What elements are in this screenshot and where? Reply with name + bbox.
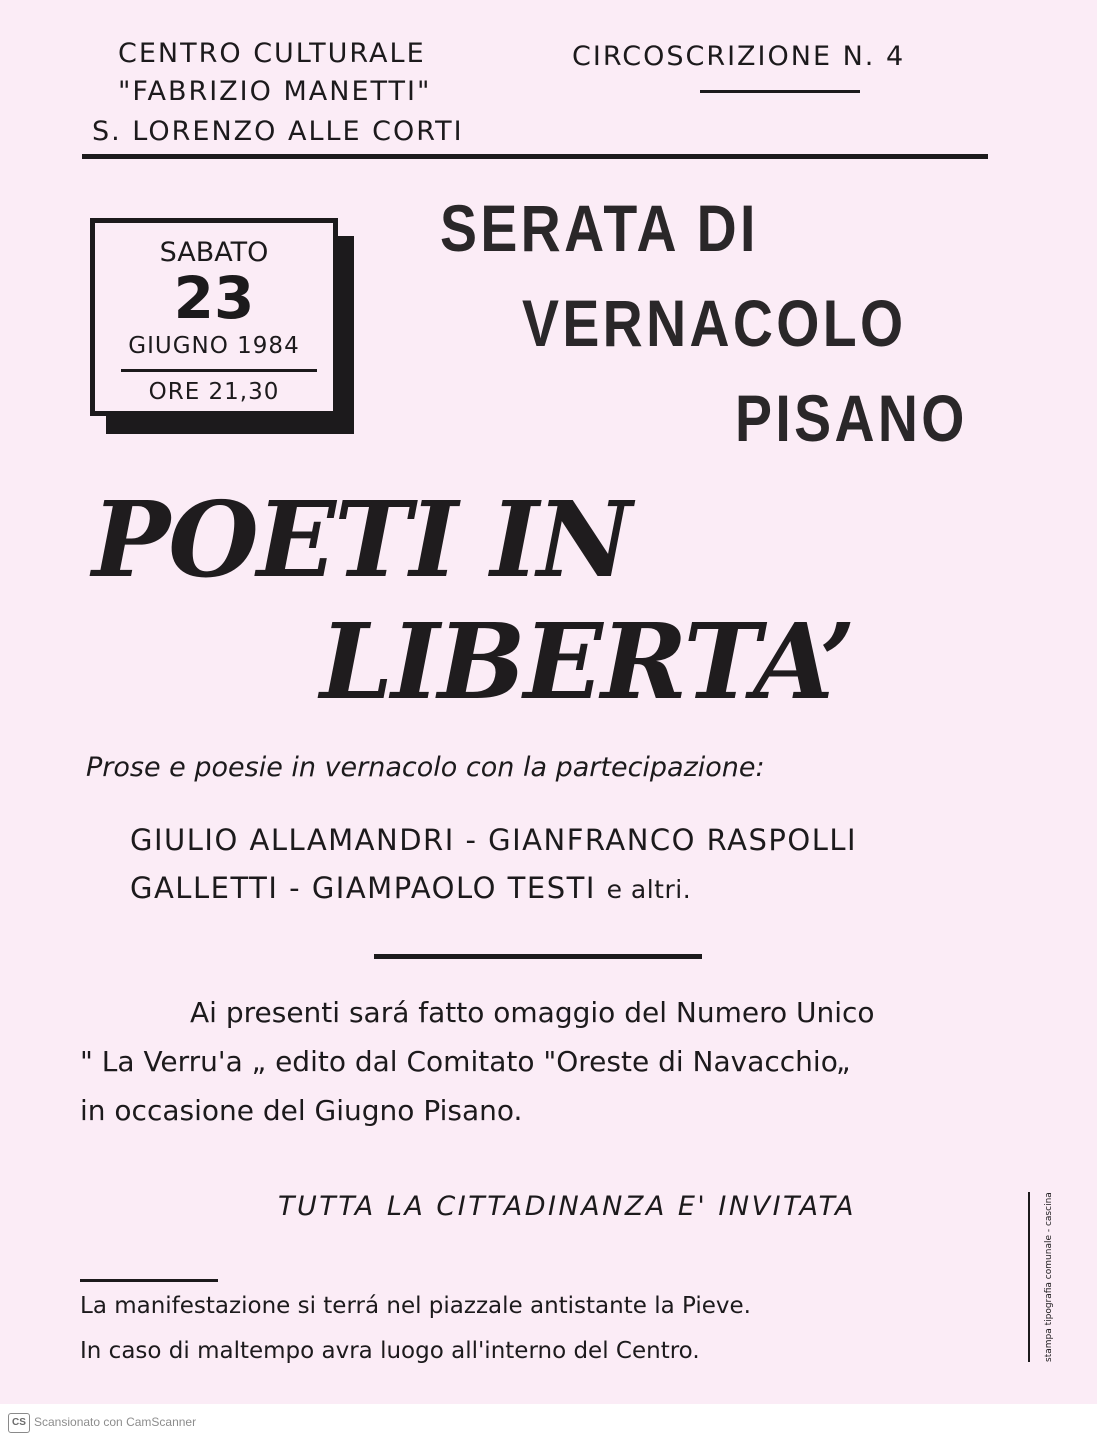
notice-line1: Ai presenti sará fatto omaggio del Numero Unico (190, 996, 875, 1029)
footer-line2: In caso di maltempo avra luogo all'interno del Centro. (80, 1338, 700, 1364)
intro-text: Prose e poesie in vernacolo con la partecipazione: (86, 752, 765, 783)
footer-divider (80, 1279, 218, 1282)
date-weekday: SABATO (159, 237, 269, 268)
notice-line2: " La Verru'a „ edito dal Comitato "Oreste di Navacchio„ (80, 1045, 851, 1078)
section-divider (374, 954, 702, 959)
participants-names: GALLETTI - GIAMPAOLO TESTI (130, 871, 596, 905)
title-line2: LIBERTA’ (320, 600, 854, 723)
event-line1: SERATA DI (440, 191, 759, 265)
event-line3: PISANO (735, 381, 968, 455)
printer-credit: stampa tipografia comunale - cascina (1044, 1192, 1054, 1362)
center-location: S. LORENZO ALLE CORTI (92, 116, 464, 147)
date-month-year: GIUGNO 1984 (128, 333, 300, 359)
date-day: 23 (173, 264, 255, 332)
center-name-line2: "FABRIZIO MANETTI" (118, 76, 432, 107)
notice-line3: in occasione del Giugno Pisano. (80, 1094, 523, 1127)
participants-line1: GIULIO ALLAMANDRI - GIANFRANCO RASPOLLI (130, 823, 858, 857)
camscanner-logo-icon: CS (8, 1413, 30, 1433)
scanner-watermark-text: Scansionato con CamScanner (34, 1415, 197, 1429)
scanner-strip (0, 1404, 1097, 1440)
printer-credit-box (1028, 1192, 1054, 1362)
title-line1: POETI IN (92, 478, 631, 601)
date-box-divider (121, 369, 317, 372)
header-divider (82, 154, 988, 159)
participants-line2 (130, 871, 691, 905)
district-label: CIRCOSCRIZIONE N. 4 (572, 41, 906, 72)
center-name-line1: CENTRO CULTURALE (118, 38, 426, 69)
date-time: ORE 21,30 (148, 379, 280, 405)
date-box (90, 218, 338, 416)
district-underline (700, 90, 860, 93)
invitation-text: TUTTA LA CITTADINANZA E' INVITATA (278, 1191, 857, 1222)
footer-line1: La manifestazione si terrá nel piazzale antistante la Pieve. (80, 1293, 751, 1319)
printer-credit-rule (1028, 1192, 1030, 1362)
participants-others: e altri. (606, 875, 692, 904)
event-line2: VERNACOLO (522, 286, 907, 360)
